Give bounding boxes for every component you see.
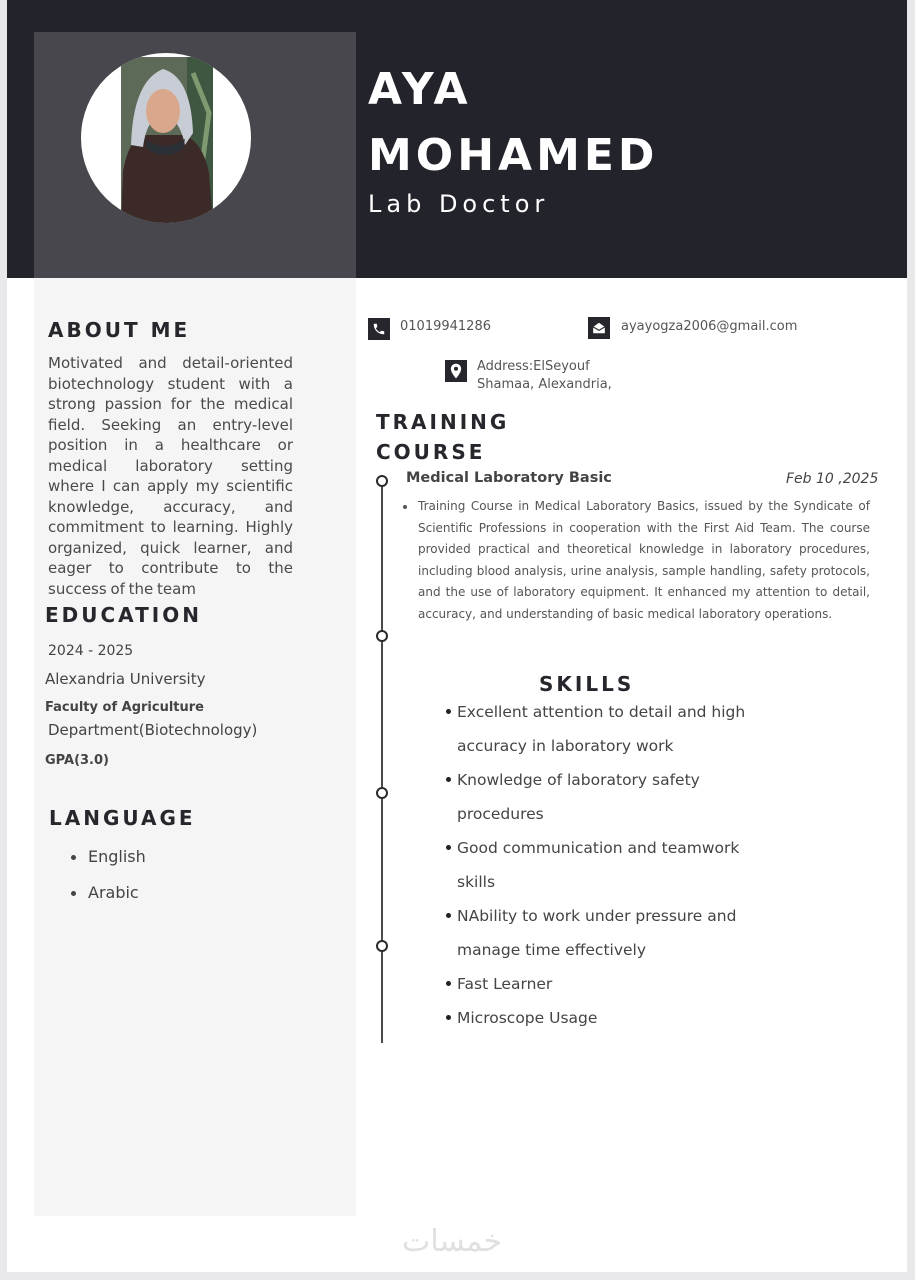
- language-item: Arabic: [48, 879, 146, 915]
- profile-photo: [81, 53, 251, 223]
- skill-item: NAbility to work under pressure and manage time effectively: [445, 899, 765, 967]
- address-line-1: Address:ElSeyouf: [477, 359, 590, 374]
- timeline-dot: [376, 475, 388, 487]
- about-text: Motivated and detail-oriented biotechnology student with a strong passion for the medical field. Seeking an entry-level position in a healthcare or medical laboratory setting where I can apply my scientific knowledge, accuracy, and commitment to learning. Highly organized, quick learner, and eager to contribute to the success of the team: [48, 354, 293, 598]
- last-name: MOHAMED: [368, 130, 659, 181]
- phone-icon: [368, 318, 390, 340]
- address-line-2: Shamaa, Alexandria,: [477, 377, 612, 392]
- course-title: Medical Laboratory Basic: [406, 470, 612, 486]
- training-heading-line-2: COURSE: [376, 440, 486, 464]
- map-pin-icon: [445, 360, 467, 382]
- course-bullet: [403, 505, 407, 509]
- timeline-dot: [376, 787, 388, 799]
- education-years: 2024 - 2025: [48, 643, 134, 659]
- skill-item: Fast Learner: [445, 967, 765, 1001]
- training-heading-line-1: TRAINING: [376, 410, 510, 434]
- education-heading: EDUCATION: [45, 603, 202, 627]
- language-item: English: [48, 843, 146, 879]
- about-heading: ABOUT ME: [48, 318, 191, 342]
- skills-list: [445, 695, 765, 1035]
- timeline-line: [381, 480, 383, 1043]
- language-heading: LANGUAGE: [49, 806, 196, 830]
- course-date: Feb 10 ,2025: [786, 471, 879, 487]
- skills-heading: SKILLS: [539, 672, 635, 696]
- timeline-dot: [376, 630, 388, 642]
- skill-item: Good communication and teamwork skills: [445, 831, 765, 899]
- education-department: Department(Biotechnology): [48, 721, 258, 739]
- skill-item: Excellent attention to detail and high accuracy in laboratory work: [445, 695, 765, 763]
- envelope-icon: [588, 317, 610, 339]
- timeline-dot: [376, 940, 388, 952]
- first-name: AYA: [368, 64, 472, 115]
- education-faculty: Faculty of Agriculture: [45, 700, 204, 715]
- language-list: [48, 843, 146, 915]
- email-address: ayayogza2006@gmail.com: [621, 319, 798, 334]
- phone-number: 01019941286: [400, 319, 491, 334]
- education-university: Alexandria University: [45, 670, 206, 688]
- resume-page: [7, 0, 907, 1272]
- job-title: Lab Doctor: [368, 190, 550, 218]
- course-description: Training Course in Medical Laboratory Basics, issued by the Syndicate of Scientific Professions in cooperation with the First Aid Team. The course provided practical and theoretical knowledge in laboratory procedures, including blood analysis, urine analysis, sample handling, safety protocols, and the use of laboratory equipment. It enhanced my attention to detail, accuracy, and understanding of basic medical laboratory operations.: [418, 499, 870, 621]
- education-gpa: GPA(3.0): [45, 753, 109, 768]
- skill-item: Microscope Usage: [445, 1001, 765, 1035]
- watermark: خمسات: [402, 1224, 503, 1259]
- skill-item: Knowledge of laboratory safety procedures: [445, 763, 765, 831]
